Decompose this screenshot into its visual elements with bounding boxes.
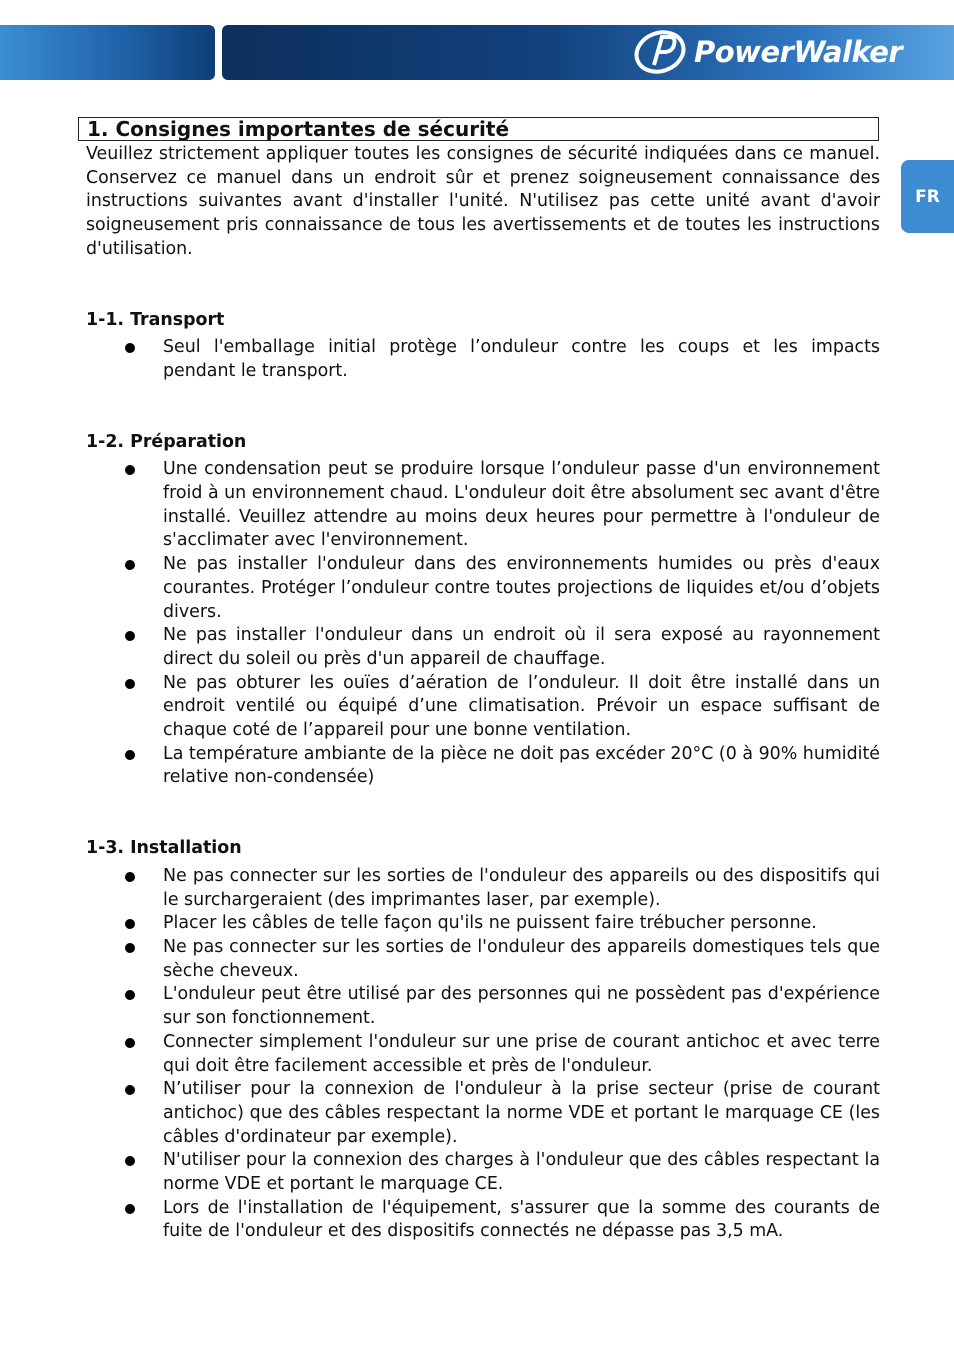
- brand-name: PowerWalker: [694, 35, 903, 69]
- bullet-icon: [125, 872, 135, 882]
- bullet-icon: [125, 750, 135, 760]
- header-bar-left: [0, 25, 215, 80]
- list-item: Une condensation peut se produire lorsque l’onduleur passe d'un environnement froid à un environnement chaud. L'onduleur doit être absolument sec avant d'être installé. Veuillez attendre au moins deux heures pour permettre à l'onduleur de s'acclimater avec l'environnement.: [86, 458, 880, 553]
- bullet-list: [86, 458, 880, 790]
- section-intro: Veuillez strictement appliquer toutes les consignes de sécurité indiquées dans ce manuel. Conservez ce manuel dans un endroit sûr et prenez soigneusement connaissance des instructions suivantes avant d'installer l'unité. N'utilisez pas cette unité avant d'avoir soigneusement pris connaissance de tous les avertissements et de toutes les instructions d'utilisation.: [86, 144, 880, 259]
- bullet-icon: [125, 560, 135, 570]
- bullet-icon: [125, 990, 135, 1000]
- subsection-heading: 1-3. Installation: [86, 838, 242, 859]
- subsection-heading: 1-1. Transport: [86, 309, 225, 330]
- list-item: Ne pas obturer les ouïes d’aération de l’onduleur. Il doit être installé dans un endroit ventilé ou équipé d’une climatisation. Prévoir un espace suffisant de chaque coté de l’appareil pour une bonne ventilation.: [86, 672, 880, 743]
- bullet-icon: [125, 1156, 135, 1166]
- list-item: Ne pas installer l'onduleur dans des environnements humides ou près d'eaux courantes. Protéger l’onduleur contre toutes projections de liquides et/ou d’objets divers.: [86, 553, 880, 624]
- list-item: Connecter simplement l'onduleur sur une prise de courant antichoc et avec terre qui doit être facilement accessible et près de l'onduleur.: [86, 1031, 880, 1078]
- list-item: L'onduleur peut être utilisé par des personnes qui ne possèdent pas d'expérience sur son fonctionnement.: [86, 983, 880, 1030]
- list-item: Ne pas connecter sur les sorties de l'onduleur des appareils domestiques tels que sèche cheveux.: [86, 936, 880, 983]
- powerwalker-logo: [632, 27, 944, 77]
- bullet-list: [86, 336, 880, 383]
- subsection-heading: 1-2. Préparation: [86, 431, 247, 452]
- subsection-installation: [86, 837, 880, 1244]
- section-title: 1. Consignes importantes de sécurité: [78, 117, 879, 141]
- bullet-icon: [125, 343, 135, 353]
- language-tab: FR: [901, 160, 954, 233]
- bullet-icon: [125, 631, 135, 641]
- list-item: Seul l'emballage initial protège l’onduleur contre les coups et les impacts pendant le transport.: [86, 336, 880, 383]
- bullet-icon: [125, 919, 135, 929]
- bullet-icon: [125, 679, 135, 689]
- list-item: N’utiliser pour la connexion de l'onduleur à la prise secteur (prise de courant antichoc) que des câbles respectant la norme VDE et portant le marquage CE (les câbles d'ordinateur par exemple).: [86, 1078, 880, 1149]
- subsection-preparation: [86, 431, 880, 791]
- list-item: N'utiliser pour la connexion des charges à l'onduleur que des câbles respectant la norme VDE et portant le marquage CE.: [86, 1149, 880, 1196]
- logo-mark-icon: [632, 29, 688, 75]
- list-item: Lors de l'installation de l'équipement, s'assurer que la somme des courants de fuite de l'onduleur et des dispositifs connectés ne dépasse pas 3,5 mA.: [86, 1197, 880, 1244]
- bullet-icon: [125, 1204, 135, 1214]
- document-body: [86, 117, 880, 1244]
- bullet-icon: [125, 465, 135, 475]
- bullet-list: [86, 865, 880, 1244]
- subsection-transport: [86, 309, 880, 384]
- list-item: Placer les câbles de telle façon qu'ils ne puissent faire trébucher personne.: [86, 912, 880, 936]
- bullet-icon: [125, 943, 135, 953]
- list-item: Ne pas connecter sur les sorties de l'onduleur des appareils ou des dispositifs qui le surchargeraient (des imprimantes laser, par exemple).: [86, 865, 880, 912]
- list-item: La température ambiante de la pièce ne doit pas excéder 20°C (0 à 90% humidité relative non-condensée): [86, 743, 880, 790]
- bullet-icon: [125, 1085, 135, 1095]
- list-item: Ne pas installer l'onduleur dans un endroit où il sera exposé au rayonnement direct du soleil ou près d'un appareil de chauffage.: [86, 624, 880, 671]
- bullet-icon: [125, 1038, 135, 1048]
